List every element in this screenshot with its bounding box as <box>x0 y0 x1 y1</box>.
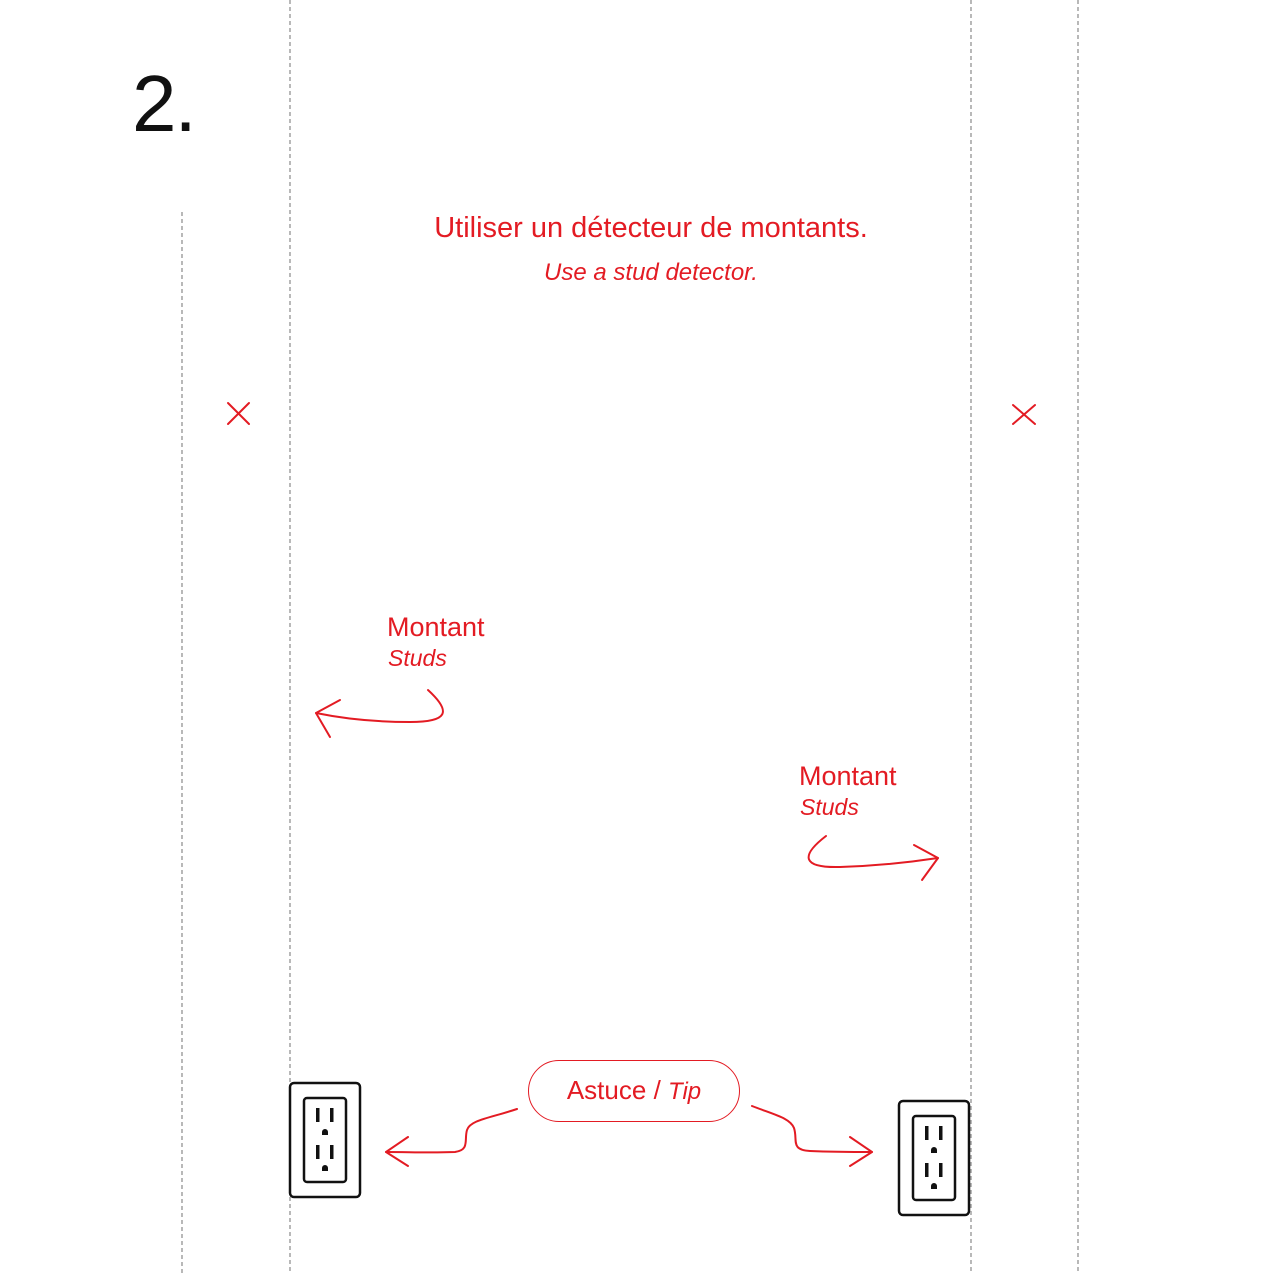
electrical-outlet-icon-left <box>290 1083 360 1197</box>
tip-separator: / <box>646 1075 669 1105</box>
curved-arrow-icon-right-stud <box>809 836 938 880</box>
x-mark-icon-left <box>228 403 249 424</box>
stud-label-right-fr: Montant <box>799 761 897 791</box>
curved-arrow-icon-tip-right <box>752 1106 872 1166</box>
tip-label-en: Tip <box>668 1078 702 1105</box>
electrical-outlet-icon-right <box>899 1101 969 1215</box>
tip-badge <box>528 1060 740 1122</box>
instruction-title-en: Use a stud detector. <box>544 259 758 286</box>
x-mark-icon-right <box>1013 405 1035 424</box>
instruction-title-fr: Utiliser un détecteur de montants. <box>434 212 868 244</box>
step-number: 2. <box>132 59 195 148</box>
stud-label-left-en: Studs <box>388 645 447 671</box>
curved-arrow-icon-left-stud <box>316 690 443 737</box>
tip-label-fr: Astuce <box>566 1075 647 1105</box>
stud-label-right-en: Studs <box>800 794 859 820</box>
stud-label-left-fr: Montant <box>387 612 485 642</box>
curved-arrow-icon-tip-left <box>386 1109 517 1166</box>
